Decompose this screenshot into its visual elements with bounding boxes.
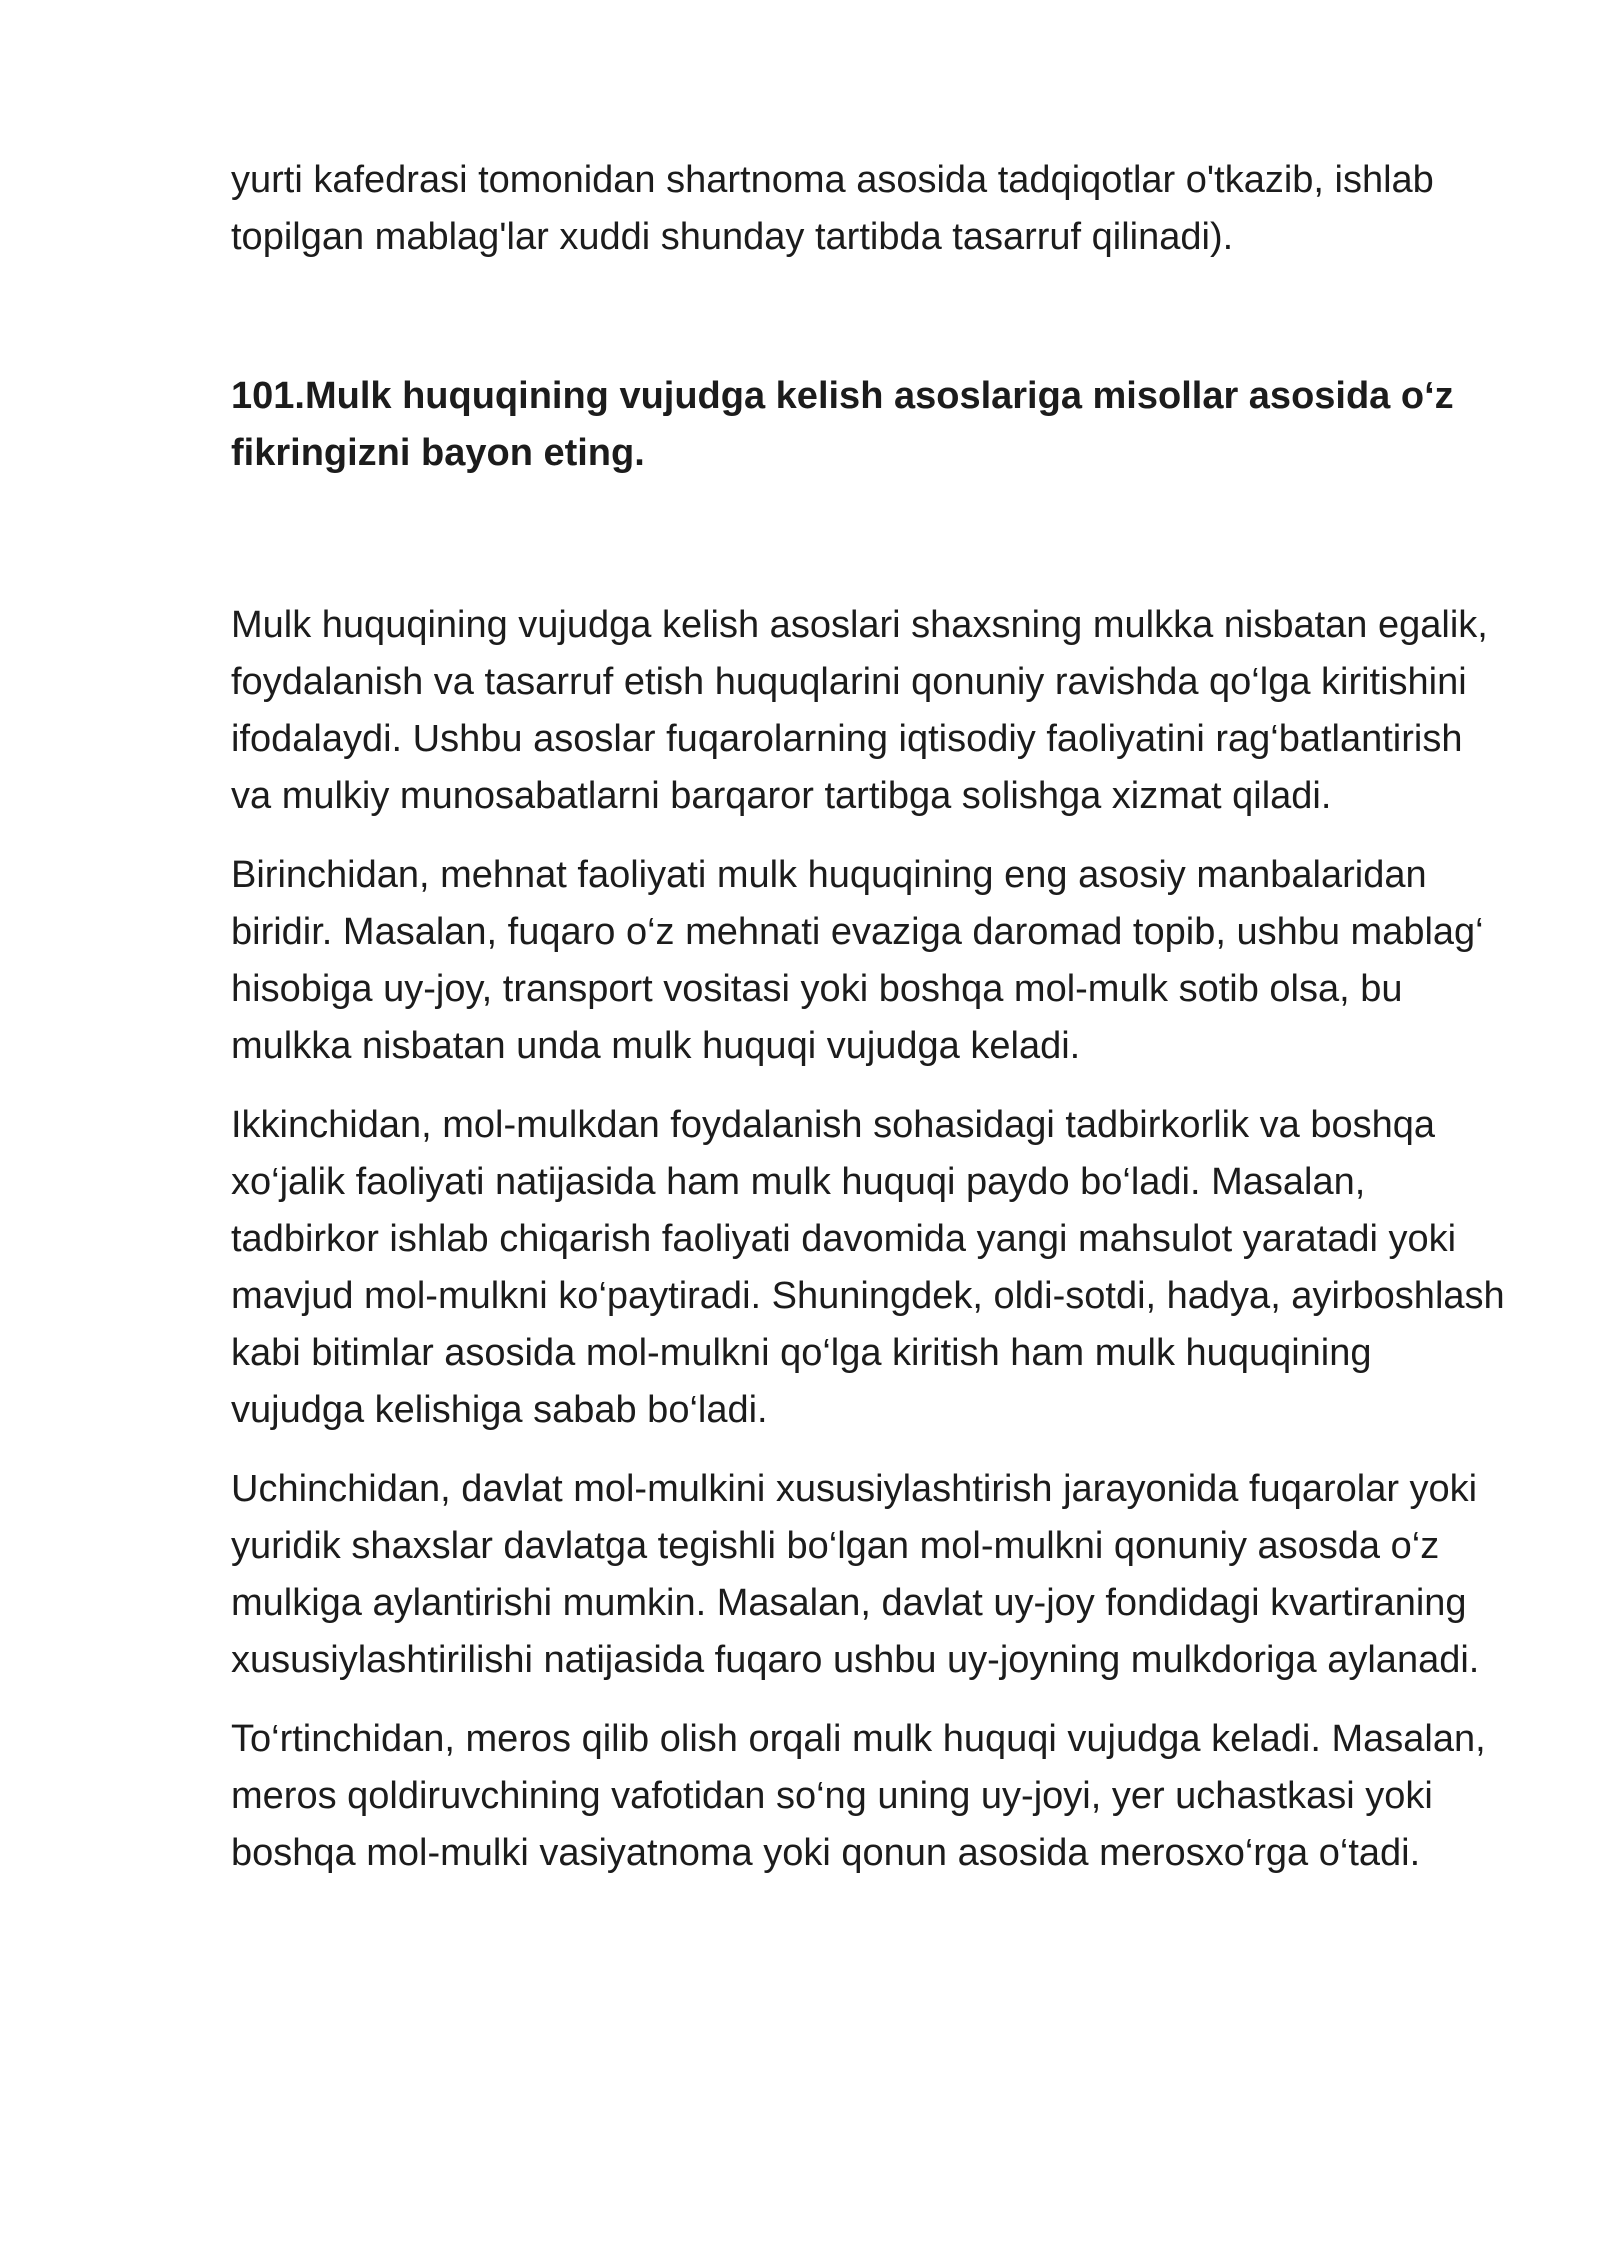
answer-paragraph-5: To‘rtinchidan, meros qilib olish orqali mulk huquqi vujudga keladi. Masalan, meros qoldiruvchining vafotidan so‘ng uning uy-joyi, yer uchastkasi yoki boshqa mol-mulki vasiyatnoma yoki qonun asosida merosxo‘rga o‘tadi. [231,1718,1486,1874]
lead-paragraph: yurti kafedrasi tomonidan shartnoma asosida tadqiqotlar o'tkazib, ishlab topilgan mablag'lar xuddi shunday tartibda tasarruf qilinadi). [231,159,1434,258]
question-heading: 101.Mulk huquqining vujudga kelish asoslariga misollar asosida o‘z fikringizni bayon eting. [231,375,1454,474]
answer-paragraph-4: Uchinchidan, davlat mol-mulkini xususiylashtirish jarayonida fuqarolar yoki yuridik shaxslar davlatga tegishli bo‘lgan mol-mulkni qonuniy asosda o‘z mulkiga aylantirishi mumkin. Masalan, davlat uy-joy fondidagi kvartiraning xususiylashtirilishi natijasida fuqaro ushbu uy-joyning mulkdoriga aylanadi. [231,1468,1480,1681]
answer-paragraph-1: Mulk huquqining vujudga kelish asoslari shaxsning mulkka nisbatan egalik, foydalanish va tasarruf etish huquqlarini qonuniy ravishda qo‘lga kiritishini ifodalaydi. Ushbu asoslar fuqarolarning iqtisodiy faoliyatini rag‘batlantirish va mulkiy munosabatlarni barqaror tartibga solishga xizmat qiladi. [231,604,1488,817]
question-block [231,368,1511,482]
answer-paragraph-3: Ikkinchidan, mol-mulkdan foydalanish sohasidagi tadbirkorlik va boshqa xo‘jalik faoliyati natijasida ham mulk huquqi paydo bo‘ladi. Masalan, tadbirkor ishlab chiqarish faoliyati davomida yangi mahsulot yaratadi yoki mavjud mol-mulkni ko‘paytiradi. Shuningdek, oldi-sotdi, hadya, ayirboshlash kabi bitimlar asosida mol-mulkni qo‘lga kiritish ham mulk huquqining vujudga kelishiga sabab bo‘ladi. [231,1104,1505,1431]
answer-paragraph-2: Birinchidan, mehnat faoliyati mulk huquqining eng asosiy manbalaridan biridir. Masalan, fuqaro o‘z mehnati evaziga daromad topib, ushbu mablag‘ hisobiga uy-joy, transport vositasi yoki boshqa mol-mulk sotib olsa, bu mulkka nisbatan unda mulk huquqi vujudga keladi. [231,854,1484,1067]
document-content [231,152,1511,1904]
answer-body [231,597,1511,1882]
